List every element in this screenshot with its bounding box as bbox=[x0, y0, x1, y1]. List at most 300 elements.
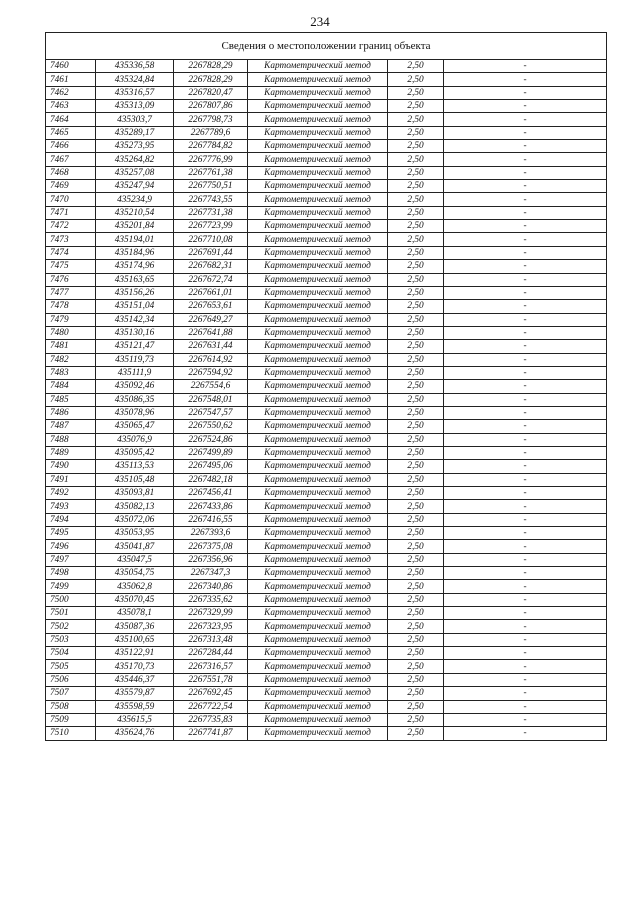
cell-accuracy: 2,50 bbox=[388, 553, 444, 566]
cell-description: - bbox=[444, 567, 607, 580]
cell-description: - bbox=[444, 273, 607, 286]
cell-description: - bbox=[444, 660, 607, 673]
cell-description: - bbox=[444, 460, 607, 473]
cell-point-number: 7503 bbox=[46, 633, 96, 646]
cell-coord-x: 435054,75 bbox=[96, 567, 174, 580]
cell-description: - bbox=[444, 393, 607, 406]
cell-point-number: 7470 bbox=[46, 193, 96, 206]
cell-description: - bbox=[444, 100, 607, 113]
cell-description: - bbox=[444, 727, 607, 740]
table-row bbox=[46, 607, 607, 620]
cell-description: - bbox=[444, 153, 607, 166]
cell-method: Картометрический метод bbox=[248, 567, 388, 580]
cell-accuracy: 2,50 bbox=[388, 73, 444, 86]
table-row bbox=[46, 700, 607, 713]
cell-method: Картометрический метод bbox=[248, 273, 388, 286]
cell-coord-y: 2267807,86 bbox=[174, 100, 248, 113]
table-row bbox=[46, 633, 607, 646]
cell-description: - bbox=[444, 540, 607, 553]
cell-accuracy: 2,50 bbox=[388, 153, 444, 166]
table-row bbox=[46, 246, 607, 259]
table-row bbox=[46, 620, 607, 633]
cell-method: Картометрический метод bbox=[248, 246, 388, 259]
cell-method: Картометрический метод bbox=[248, 73, 388, 86]
cell-accuracy: 2,50 bbox=[388, 487, 444, 500]
cell-coord-x: 435163,65 bbox=[96, 273, 174, 286]
cell-description: - bbox=[444, 73, 607, 86]
table-row bbox=[46, 727, 607, 740]
cell-point-number: 7499 bbox=[46, 580, 96, 593]
cell-description: - bbox=[444, 593, 607, 606]
cell-point-number: 7484 bbox=[46, 380, 96, 393]
cell-description: - bbox=[444, 86, 607, 99]
cell-coord-y: 2267743,55 bbox=[174, 193, 248, 206]
table-row bbox=[46, 366, 607, 379]
table-row bbox=[46, 673, 607, 686]
cell-coord-x: 435119,73 bbox=[96, 353, 174, 366]
cell-coord-y: 2267731,38 bbox=[174, 206, 248, 219]
cell-coord-y: 2267347,3 bbox=[174, 567, 248, 580]
cell-description: - bbox=[444, 366, 607, 379]
cell-point-number: 7510 bbox=[46, 727, 96, 740]
cell-coord-y: 2267323,95 bbox=[174, 620, 248, 633]
cell-accuracy: 2,50 bbox=[388, 500, 444, 513]
cell-point-number: 7489 bbox=[46, 446, 96, 459]
cell-accuracy: 2,50 bbox=[388, 86, 444, 99]
cell-accuracy: 2,50 bbox=[388, 393, 444, 406]
cell-method: Картометрический метод bbox=[248, 660, 388, 673]
cell-point-number: 7475 bbox=[46, 260, 96, 273]
cell-coord-x: 435324,84 bbox=[96, 73, 174, 86]
cell-point-number: 7490 bbox=[46, 460, 96, 473]
cell-accuracy: 2,50 bbox=[388, 180, 444, 193]
cell-method: Картометрический метод bbox=[248, 393, 388, 406]
cell-method: Картометрический метод bbox=[248, 433, 388, 446]
cell-coord-y: 2267828,29 bbox=[174, 60, 248, 73]
cell-method: Картометрический метод bbox=[248, 406, 388, 419]
cell-coord-x: 435289,17 bbox=[96, 126, 174, 139]
cell-description: - bbox=[444, 260, 607, 273]
cell-accuracy: 2,50 bbox=[388, 206, 444, 219]
cell-coord-x: 435234,9 bbox=[96, 193, 174, 206]
table-row bbox=[46, 500, 607, 513]
cell-point-number: 7497 bbox=[46, 553, 96, 566]
cell-method: Картометрический метод bbox=[248, 620, 388, 633]
cell-coord-x: 435111,9 bbox=[96, 366, 174, 379]
cell-accuracy: 2,50 bbox=[388, 527, 444, 540]
cell-accuracy: 2,50 bbox=[388, 100, 444, 113]
cell-coord-x: 435082,13 bbox=[96, 500, 174, 513]
cell-description: - bbox=[444, 233, 607, 246]
cell-method: Картометрический метод bbox=[248, 673, 388, 686]
cell-description: - bbox=[444, 180, 607, 193]
cell-coord-y: 2267340,86 bbox=[174, 580, 248, 593]
table-row bbox=[46, 446, 607, 459]
cell-description: - bbox=[444, 246, 607, 259]
cell-point-number: 7463 bbox=[46, 100, 96, 113]
table-row bbox=[46, 540, 607, 553]
cell-method: Картометрический метод bbox=[248, 513, 388, 526]
cell-accuracy: 2,50 bbox=[388, 607, 444, 620]
cell-coord-x: 435257,08 bbox=[96, 166, 174, 179]
table-row bbox=[46, 233, 607, 246]
cell-coord-y: 2267776,99 bbox=[174, 153, 248, 166]
cell-point-number: 7461 bbox=[46, 73, 96, 86]
cell-point-number: 7501 bbox=[46, 607, 96, 620]
cell-description: - bbox=[444, 500, 607, 513]
cell-point-number: 7505 bbox=[46, 660, 96, 673]
cell-accuracy: 2,50 bbox=[388, 687, 444, 700]
cell-method: Картометрический метод bbox=[248, 540, 388, 553]
cell-coord-x: 435062,8 bbox=[96, 580, 174, 593]
cell-description: - bbox=[444, 633, 607, 646]
table-row bbox=[46, 220, 607, 233]
cell-coord-y: 2267789,6 bbox=[174, 126, 248, 139]
cell-coord-y: 2267692,45 bbox=[174, 687, 248, 700]
table-row bbox=[46, 313, 607, 326]
cell-method: Картометрический метод bbox=[248, 700, 388, 713]
cell-description: - bbox=[444, 380, 607, 393]
cell-coord-x: 435615,5 bbox=[96, 713, 174, 726]
cell-description: - bbox=[444, 700, 607, 713]
cell-coord-y: 2267723,99 bbox=[174, 220, 248, 233]
cell-coord-y: 2267393,6 bbox=[174, 527, 248, 540]
cell-coord-x: 435130,16 bbox=[96, 326, 174, 339]
table-row bbox=[46, 73, 607, 86]
cell-coord-x: 435086,35 bbox=[96, 393, 174, 406]
cell-coord-x: 435065,47 bbox=[96, 420, 174, 433]
cell-method: Картометрический метод bbox=[248, 206, 388, 219]
cell-coord-x: 435122,91 bbox=[96, 647, 174, 660]
cell-method: Картометрический метод bbox=[248, 100, 388, 113]
table-row bbox=[46, 380, 607, 393]
cell-accuracy: 2,50 bbox=[388, 300, 444, 313]
cell-description: - bbox=[444, 620, 607, 633]
cell-coord-x: 435105,48 bbox=[96, 473, 174, 486]
table-row bbox=[46, 460, 607, 473]
cell-method: Картометрический метод bbox=[248, 380, 388, 393]
cell-coord-x: 435078,96 bbox=[96, 406, 174, 419]
cell-accuracy: 2,50 bbox=[388, 727, 444, 740]
table-row bbox=[46, 206, 607, 219]
cell-accuracy: 2,50 bbox=[388, 260, 444, 273]
cell-method: Картометрический метод bbox=[248, 527, 388, 540]
cell-description: - bbox=[444, 580, 607, 593]
cell-coord-y: 2267594,92 bbox=[174, 366, 248, 379]
cell-coord-y: 2267614,92 bbox=[174, 353, 248, 366]
table-row bbox=[46, 433, 607, 446]
cell-description: - bbox=[444, 166, 607, 179]
cell-accuracy: 2,50 bbox=[388, 460, 444, 473]
cell-accuracy: 2,50 bbox=[388, 233, 444, 246]
cell-method: Картометрический метод bbox=[248, 647, 388, 660]
cell-coord-y: 2267499,89 bbox=[174, 446, 248, 459]
cell-coord-x: 435047,5 bbox=[96, 553, 174, 566]
cell-coord-y: 2267649,27 bbox=[174, 313, 248, 326]
cell-coord-x: 435142,34 bbox=[96, 313, 174, 326]
cell-coord-y: 2267548,01 bbox=[174, 393, 248, 406]
cell-description: - bbox=[444, 687, 607, 700]
cell-accuracy: 2,50 bbox=[388, 593, 444, 606]
cell-coord-y: 2267554,6 bbox=[174, 380, 248, 393]
cell-description: - bbox=[444, 340, 607, 353]
cell-coord-y: 2267691,44 bbox=[174, 246, 248, 259]
cell-coord-x: 435087,36 bbox=[96, 620, 174, 633]
table-row bbox=[46, 553, 607, 566]
boundary-coordinates-table bbox=[45, 32, 607, 741]
cell-description: - bbox=[444, 300, 607, 313]
cell-description: - bbox=[444, 326, 607, 339]
cell-method: Картометрический метод bbox=[248, 313, 388, 326]
table-row bbox=[46, 687, 607, 700]
cell-method: Картометрический метод bbox=[248, 353, 388, 366]
cell-accuracy: 2,50 bbox=[388, 193, 444, 206]
table-row bbox=[46, 567, 607, 580]
table-row bbox=[46, 713, 607, 726]
cell-description: - bbox=[444, 113, 607, 126]
cell-point-number: 7474 bbox=[46, 246, 96, 259]
cell-description: - bbox=[444, 473, 607, 486]
cell-coord-y: 2267335,62 bbox=[174, 593, 248, 606]
cell-method: Картометрический метод bbox=[248, 180, 388, 193]
cell-coord-y: 2267375,08 bbox=[174, 540, 248, 553]
cell-coord-x: 435264,82 bbox=[96, 153, 174, 166]
cell-accuracy: 2,50 bbox=[388, 647, 444, 660]
cell-point-number: 7479 bbox=[46, 313, 96, 326]
table-row bbox=[46, 393, 607, 406]
table-row bbox=[46, 580, 607, 593]
cell-coord-y: 2267456,41 bbox=[174, 487, 248, 500]
cell-accuracy: 2,50 bbox=[388, 246, 444, 259]
cell-accuracy: 2,50 bbox=[388, 700, 444, 713]
cell-point-number: 7486 bbox=[46, 406, 96, 419]
table-row bbox=[46, 140, 607, 153]
cell-description: - bbox=[444, 140, 607, 153]
cell-point-number: 7495 bbox=[46, 527, 96, 540]
cell-coord-y: 2267761,38 bbox=[174, 166, 248, 179]
cell-accuracy: 2,50 bbox=[388, 420, 444, 433]
cell-point-number: 7478 bbox=[46, 300, 96, 313]
cell-coord-x: 435093,81 bbox=[96, 487, 174, 500]
table-row bbox=[46, 273, 607, 286]
cell-coord-y: 2267550,62 bbox=[174, 420, 248, 433]
cell-coord-x: 435194,01 bbox=[96, 233, 174, 246]
cell-method: Картометрический метод bbox=[248, 153, 388, 166]
table-row bbox=[46, 193, 607, 206]
cell-coord-y: 2267316,57 bbox=[174, 660, 248, 673]
cell-coord-x: 435095,42 bbox=[96, 446, 174, 459]
cell-description: - bbox=[444, 527, 607, 540]
cell-accuracy: 2,50 bbox=[388, 446, 444, 459]
cell-description: - bbox=[444, 406, 607, 419]
cell-accuracy: 2,50 bbox=[388, 567, 444, 580]
cell-coord-y: 2267735,83 bbox=[174, 713, 248, 726]
cell-point-number: 7468 bbox=[46, 166, 96, 179]
cell-coord-x: 435184,96 bbox=[96, 246, 174, 259]
table-row bbox=[46, 180, 607, 193]
table-row bbox=[46, 153, 607, 166]
cell-point-number: 7482 bbox=[46, 353, 96, 366]
cell-method: Картометрический метод bbox=[248, 420, 388, 433]
cell-point-number: 7467 bbox=[46, 153, 96, 166]
cell-accuracy: 2,50 bbox=[388, 286, 444, 299]
cell-method: Картометрический метод bbox=[248, 260, 388, 273]
cell-accuracy: 2,50 bbox=[388, 433, 444, 446]
cell-description: - bbox=[444, 647, 607, 660]
cell-coord-x: 435273,95 bbox=[96, 140, 174, 153]
cell-point-number: 7472 bbox=[46, 220, 96, 233]
cell-method: Картометрический метод bbox=[248, 326, 388, 339]
cell-point-number: 7496 bbox=[46, 540, 96, 553]
cell-description: - bbox=[444, 513, 607, 526]
cell-method: Картометрический метод bbox=[248, 60, 388, 73]
cell-point-number: 7460 bbox=[46, 60, 96, 73]
cell-coord-x: 435092,46 bbox=[96, 380, 174, 393]
cell-accuracy: 2,50 bbox=[388, 620, 444, 633]
cell-coord-x: 435446,37 bbox=[96, 673, 174, 686]
cell-point-number: 7502 bbox=[46, 620, 96, 633]
table-row bbox=[46, 513, 607, 526]
cell-accuracy: 2,50 bbox=[388, 406, 444, 419]
cell-method: Картометрический метод bbox=[248, 446, 388, 459]
cell-coord-y: 2267482,18 bbox=[174, 473, 248, 486]
table-row bbox=[46, 113, 607, 126]
cell-method: Картометрический метод bbox=[248, 140, 388, 153]
cell-accuracy: 2,50 bbox=[388, 473, 444, 486]
table-row bbox=[46, 340, 607, 353]
boundary-table-container bbox=[45, 32, 606, 741]
cell-point-number: 7504 bbox=[46, 647, 96, 660]
cell-coord-y: 2267710,08 bbox=[174, 233, 248, 246]
cell-description: - bbox=[444, 713, 607, 726]
cell-method: Картометрический метод bbox=[248, 473, 388, 486]
cell-coord-y: 2267547,57 bbox=[174, 406, 248, 419]
cell-point-number: 7477 bbox=[46, 286, 96, 299]
cell-point-number: 7494 bbox=[46, 513, 96, 526]
cell-description: - bbox=[444, 673, 607, 686]
cell-accuracy: 2,50 bbox=[388, 273, 444, 286]
cell-point-number: 7469 bbox=[46, 180, 96, 193]
cell-coord-x: 435041,87 bbox=[96, 540, 174, 553]
cell-point-number: 7465 bbox=[46, 126, 96, 139]
cell-coord-y: 2267313,48 bbox=[174, 633, 248, 646]
cell-description: - bbox=[444, 353, 607, 366]
cell-accuracy: 2,50 bbox=[388, 366, 444, 379]
cell-coord-x: 435174,96 bbox=[96, 260, 174, 273]
cell-point-number: 7509 bbox=[46, 713, 96, 726]
cell-coord-x: 435201,84 bbox=[96, 220, 174, 233]
cell-coord-x: 435247,94 bbox=[96, 180, 174, 193]
cell-accuracy: 2,50 bbox=[388, 660, 444, 673]
cell-coord-y: 2267631,44 bbox=[174, 340, 248, 353]
cell-description: - bbox=[444, 220, 607, 233]
cell-description: - bbox=[444, 60, 607, 73]
cell-accuracy: 2,50 bbox=[388, 113, 444, 126]
cell-coord-y: 2267722,54 bbox=[174, 700, 248, 713]
cell-method: Картометрический метод bbox=[248, 366, 388, 379]
cell-accuracy: 2,50 bbox=[388, 633, 444, 646]
cell-description: - bbox=[444, 553, 607, 566]
cell-point-number: 7466 bbox=[46, 140, 96, 153]
cell-coord-y: 2267682,31 bbox=[174, 260, 248, 273]
cell-method: Картометрический метод bbox=[248, 633, 388, 646]
cell-coord-y: 2267820,47 bbox=[174, 86, 248, 99]
cell-coord-x: 435170,73 bbox=[96, 660, 174, 673]
cell-point-number: 7491 bbox=[46, 473, 96, 486]
cell-accuracy: 2,50 bbox=[388, 673, 444, 686]
cell-coord-y: 2267524,86 bbox=[174, 433, 248, 446]
cell-coord-y: 2267356,96 bbox=[174, 553, 248, 566]
cell-coord-x: 435336,58 bbox=[96, 60, 174, 73]
cell-description: - bbox=[444, 433, 607, 446]
cell-accuracy: 2,50 bbox=[388, 540, 444, 553]
cell-description: - bbox=[444, 206, 607, 219]
cell-coord-y: 2267750,51 bbox=[174, 180, 248, 193]
cell-point-number: 7464 bbox=[46, 113, 96, 126]
cell-description: - bbox=[444, 286, 607, 299]
cell-point-number: 7492 bbox=[46, 487, 96, 500]
cell-point-number: 7473 bbox=[46, 233, 96, 246]
table-row bbox=[46, 126, 607, 139]
cell-point-number: 7487 bbox=[46, 420, 96, 433]
cell-coord-y: 2267653,61 bbox=[174, 300, 248, 313]
cell-method: Картометрический метод bbox=[248, 593, 388, 606]
cell-coord-x: 435624,76 bbox=[96, 727, 174, 740]
table-row bbox=[46, 527, 607, 540]
cell-coord-y: 2267641,88 bbox=[174, 326, 248, 339]
cell-method: Картометрический метод bbox=[248, 300, 388, 313]
table-row bbox=[46, 647, 607, 660]
cell-coord-y: 2267433,86 bbox=[174, 500, 248, 513]
cell-coord-x: 435151,04 bbox=[96, 300, 174, 313]
table-row bbox=[46, 473, 607, 486]
cell-coord-x: 435313,09 bbox=[96, 100, 174, 113]
cell-coord-y: 2267672,74 bbox=[174, 273, 248, 286]
cell-method: Картометрический метод bbox=[248, 113, 388, 126]
table-row bbox=[46, 420, 607, 433]
table-row bbox=[46, 487, 607, 500]
cell-point-number: 7493 bbox=[46, 500, 96, 513]
cell-coord-y: 2267828,29 bbox=[174, 73, 248, 86]
table-row bbox=[46, 100, 607, 113]
cell-method: Картометрический метод bbox=[248, 193, 388, 206]
cell-coord-x: 435303,7 bbox=[96, 113, 174, 126]
cell-coord-y: 2267741,87 bbox=[174, 727, 248, 740]
cell-description: - bbox=[444, 193, 607, 206]
cell-coord-y: 2267329,99 bbox=[174, 607, 248, 620]
cell-coord-x: 435598,59 bbox=[96, 700, 174, 713]
cell-description: - bbox=[444, 126, 607, 139]
cell-accuracy: 2,50 bbox=[388, 380, 444, 393]
cell-method: Картометрический метод bbox=[248, 166, 388, 179]
cell-coord-x: 435076,9 bbox=[96, 433, 174, 446]
cell-coord-x: 435100,65 bbox=[96, 633, 174, 646]
cell-method: Картометрический метод bbox=[248, 580, 388, 593]
cell-coord-y: 2267784,82 bbox=[174, 140, 248, 153]
cell-accuracy: 2,50 bbox=[388, 713, 444, 726]
table-body bbox=[46, 60, 607, 741]
cell-point-number: 7498 bbox=[46, 567, 96, 580]
cell-point-number: 7462 bbox=[46, 86, 96, 99]
table-row bbox=[46, 593, 607, 606]
cell-method: Картометрический метод bbox=[248, 126, 388, 139]
table-row bbox=[46, 406, 607, 419]
cell-description: - bbox=[444, 487, 607, 500]
cell-accuracy: 2,50 bbox=[388, 326, 444, 339]
cell-coord-x: 435072,06 bbox=[96, 513, 174, 526]
table-row bbox=[46, 300, 607, 313]
cell-coord-x: 435579,87 bbox=[96, 687, 174, 700]
